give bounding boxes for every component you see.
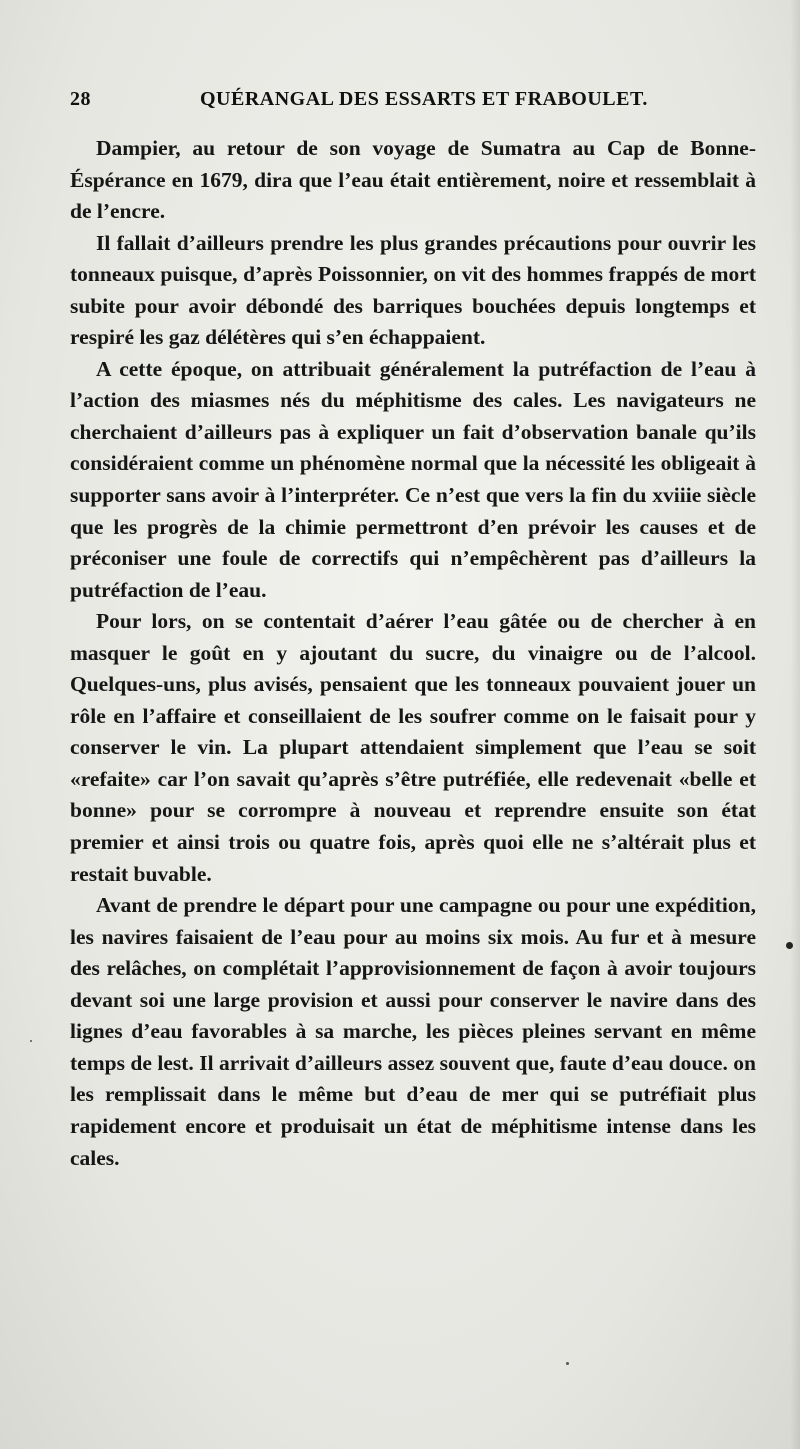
page-number: 28: [70, 88, 91, 110]
paragraph-remedies: Pour lors, on se contentait d’aérer l’eau gâtée ou de chercher à en masquer le goût en y ajoutant du sucre, du vinaigre ou de l’alcool. Quelques-uns, plus avisés, pensaient que les tonneaux pouvaient jouer un rôle en l’affaire et conseillaient de les soufrer comme on le faisait pour y conserver le vin. La plupart attendaient simplement que l’eau se soit «refaite» car l’on savait qu’après s’être putréfiée, elle redevenait «belle et bonne» pour se corrompre à nouveau et reprendre ensuite son état premier et ainsi trois ou quatre fois, après quoi elle ne s’altérait plus et restait buvable.: [70, 609, 756, 886]
running-head: QUÉRANGAL DES ESSARTS ET FRABOULET.: [200, 88, 648, 110]
paragraph-dampier: Dampier, au retour de son voyage de Sumatra au Cap de Bonne-Éspérance en 1679, dira que l’eau était entièrement, noire et ressemblait à de l’encre.: [70, 136, 756, 224]
scan-speck: [566, 1362, 569, 1365]
page-edge-shadow: [790, 0, 800, 1449]
body-text: [70, 133, 756, 1174]
paragraph-putrefaction: A cette époque, on attribuait généralement la putréfaction de l’eau à l’action des miasmes nés du méphitisme des cales. Les navigateurs ne cherchaient d’ailleurs pas à expliquer un fait d’observation banale qu’ils considéraient comme un phénomène normal que la nécessité les obligeait à supporter sans avoir à l’interpréter. Ce n’est que vers la fin du xviiie siècle que les progrès de la chimie permettront d’en prévoir les causes et de préconiser une foule de correctifs qui n’empêchèrent pas d’ailleurs la putréfaction de l’eau.: [70, 356, 756, 602]
paragraph-precautions: Il fallait d’ailleurs prendre les plus grandes précautions pour ouvrir les tonneaux puisque, d’après Poissonnier, on vit des hommes frappés de mort subite pour avoir débondé des barriques bouchées depuis longtemps et respiré les gaz délétères qui s’en échappaient.: [70, 230, 756, 350]
scan-speck: [30, 1040, 32, 1042]
page-header: [70, 88, 750, 118]
paragraph-provisioning: Avant de prendre le départ pour une campagne ou pour une expédition, les navires faisaient de l’eau pour au moins six mois. Au fur et à mesure des relâches, on complétait l’approvisionnement de façon à avoir toujours devant soi une large provision et aussi pour conserver le navire dans des lignes d’eau favorables à sa marche, les pièces pleines servant en même temps de lest. Il arrivait d’ailleurs assez souvent que, faute d’eau douce. on les remplissait dans le même but d’eau de mer qui se putréfiait plus rapidement encore et produisait un état de méphitisme intense dans les cales.: [70, 893, 756, 1170]
